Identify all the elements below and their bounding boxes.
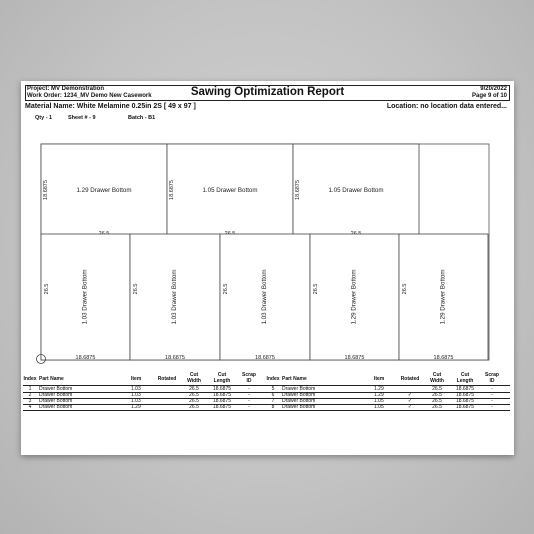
table-cell: - <box>248 404 250 410</box>
part-width-label: 26.5 <box>133 283 139 295</box>
table-cell: 1.29 <box>374 386 384 392</box>
table-cell: 1.29 <box>131 404 141 410</box>
table-cell: 1 <box>28 386 32 392</box>
table-cell: 26.5 <box>189 398 199 404</box>
table-cell: 18.6875 <box>212 392 232 398</box>
table-cell: 26.5 <box>189 386 199 392</box>
table-cell: 1.05 <box>374 404 384 410</box>
report-title: Sawing Optimization Report <box>190 86 345 98</box>
table-cell: 2 <box>28 392 32 398</box>
page-number: Page 9 of 10 <box>471 92 507 99</box>
table-cell: 1.03 <box>131 392 141 398</box>
table-cell: Drawer Bottom <box>282 392 316 398</box>
column-header: Item <box>374 376 385 382</box>
table-cell: - <box>491 398 493 404</box>
table-cell: 26.5 <box>189 404 199 410</box>
rotated-check-icon: ✓ <box>407 392 413 398</box>
row-divider <box>23 410 266 411</box>
table-cell: Drawer Bottom <box>282 398 316 404</box>
part-width-label: 26.5 <box>223 283 229 295</box>
column-header: Index <box>23 376 37 382</box>
table-cell: 18.6875 <box>455 386 475 392</box>
table-cell: 8 <box>271 404 275 410</box>
material-name: Material Name: White Melamine 0.25in 2S [ 49 x 97 ] <box>25 103 196 110</box>
table-cell: 26.5 <box>432 404 442 410</box>
part-length-label: 18.6875 <box>165 355 185 361</box>
table-cell: - <box>491 386 493 392</box>
part-length-label: 18.6875 <box>169 180 175 200</box>
table-cell: 3 <box>28 398 32 404</box>
table-cell: - <box>248 392 250 398</box>
part-length-label: 18.6875 <box>75 355 96 361</box>
table-cell: Drawer Bottom <box>39 386 73 392</box>
rotated-check-icon: ✓ <box>407 398 413 404</box>
part-length-label: 18.6875 <box>433 355 454 361</box>
table-cell: - <box>491 404 493 410</box>
part-label: 1.05 Drawer Bottom <box>202 187 258 194</box>
column-header: Part Name <box>39 376 64 382</box>
report-date: 9/20/2022 <box>480 86 507 92</box>
part-label: 1.29 Drawer Bottom <box>76 187 132 194</box>
part-length-label: 18.6875 <box>344 355 365 361</box>
column-header: Index <box>266 376 280 382</box>
table-cell: 18.6875 <box>455 404 475 410</box>
table-cell: 26.5 <box>189 392 199 398</box>
table-cell: 18.6875 <box>455 392 475 398</box>
part-length-label: 18.6875 <box>43 180 49 200</box>
column-header: Cut Width <box>430 372 444 384</box>
rotated-check-icon: ✓ <box>407 404 413 410</box>
table-cell: 18.6875 <box>455 398 475 404</box>
sheet-number: Sheet # - 9 <box>68 115 96 121</box>
table-cell: 1.03 <box>131 386 141 392</box>
table-cell: 26.5 <box>432 386 442 392</box>
table-cell: 6 <box>271 392 275 398</box>
part-label: 1.03 Drawer Bottom <box>171 269 178 325</box>
column-header: Part Name <box>282 376 307 382</box>
column-header: Scrap ID <box>485 372 499 384</box>
report-page <box>21 81 514 455</box>
column-header: Rotated <box>400 376 420 382</box>
table-cell: 1.03 <box>131 398 141 404</box>
column-header: Cut Width <box>187 372 201 384</box>
column-header: Scrap ID <box>242 372 256 384</box>
table-cell: 7 <box>271 398 275 404</box>
table-cell: 18.6875 <box>212 398 232 404</box>
part-length-label: 18.6875 <box>295 180 301 200</box>
table-cell: 1.29 <box>374 392 384 398</box>
sheet-qty: Qty - 1 <box>35 115 53 121</box>
table-cell: 4 <box>28 404 32 410</box>
part-width-label: 26.5 <box>44 283 50 295</box>
part-label: 1.05 Drawer Bottom <box>328 187 384 194</box>
column-header: Item <box>131 376 142 382</box>
part-label: 1.03 Drawer Bottom <box>261 269 268 325</box>
table-cell: 26.5 <box>432 398 442 404</box>
part-label: 1.03 Drawer Bottom <box>81 269 89 325</box>
work-order: Work Order: 1234_MV Demo New Casework <box>27 92 152 99</box>
location-info: Location: no location data entered... <box>386 103 507 110</box>
project-name: Project: MV Demonstration <box>27 86 105 92</box>
table-cell: - <box>248 398 250 404</box>
column-header: Cut Length <box>456 372 474 384</box>
table-cell: Drawer Bottom <box>282 386 316 392</box>
table-cell: 18.6875 <box>212 386 232 392</box>
table-cell: Drawer Bottom <box>39 404 73 410</box>
table-cell: 26.5 <box>432 392 442 398</box>
column-header: Rotated <box>157 376 177 382</box>
part-label: 1.29 Drawer Bottom <box>350 269 358 325</box>
table-cell: 5 <box>271 386 275 392</box>
part-width-label: 26.5 <box>313 283 319 295</box>
table-cell: 18.6875 <box>212 404 232 410</box>
table-cell: Drawer Bottom <box>39 392 73 398</box>
batch-id: Batch - B1 <box>128 115 156 121</box>
table-cell: 1.05 <box>374 398 384 404</box>
table-cell: - <box>248 386 250 392</box>
table-cell: Drawer Bottom <box>39 398 73 404</box>
table-cell: Drawer Bottom <box>282 404 316 410</box>
part-width-label: 26.5 <box>402 283 408 295</box>
part-length-label: 18.6875 <box>255 355 275 361</box>
column-header: Cut Length <box>213 372 231 384</box>
part-label: 1.29 Drawer Bottom <box>439 269 447 325</box>
table-cell: - <box>491 392 493 398</box>
row-divider <box>266 410 510 411</box>
